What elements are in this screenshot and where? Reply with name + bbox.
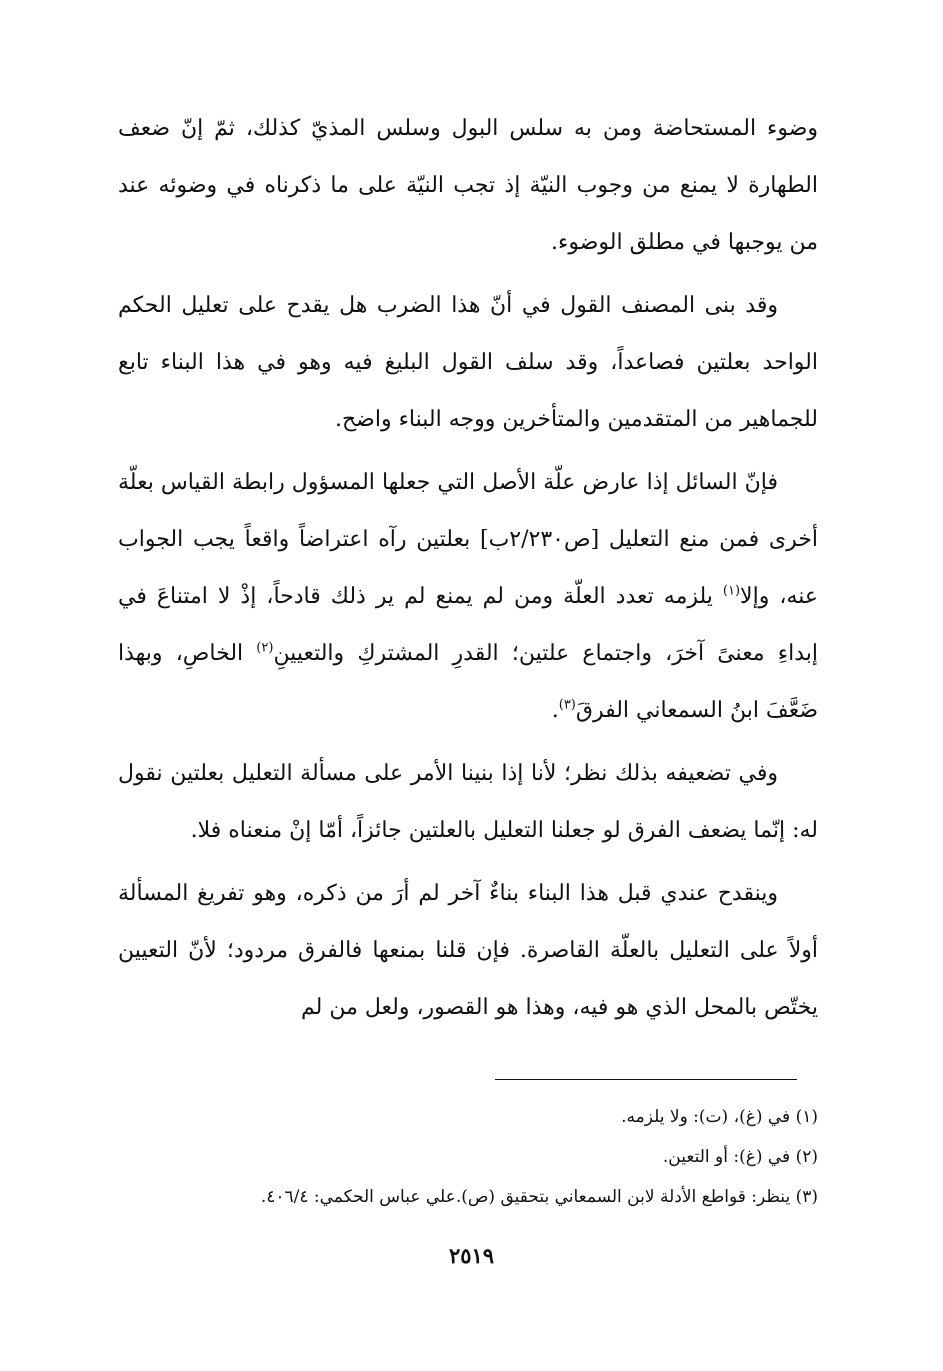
paragraph-text: وقد بنى المصنف القول في أنّ هذا الضرب هل يقدح على تعليل الحكم الواحد بعلتين فصاعداً، وقد سلف القول البليغ فيه وهو في هذا البناء تابع للجماهير من المتقدمين والمتأخرين ووجه البناء واضح.	[118, 293, 818, 432]
footnotes	[118, 1097, 818, 1217]
page-number: ٢٥١٩	[448, 1243, 495, 1268]
footnote: (٣) ينظر: قواطع الأدلة لابن السمعاني بتحقيق (ص).علي عباس الحكمي: ٤٠٦/٤.	[260, 1187, 818, 1207]
paragraph-text: وينقدح عندي قبل هذا البناء بناءٌ آخر لم أرَ من ذكره، وهو تفريغ المسألة أولاً على التعليل بالعلّة القاصرة. فإن قلنا بمنعها فالفرق مردود؛ لأنّ التعيين يختّص بالمحل الذي هو فيه، وهذا هو القصور، ولعل من لم	[118, 881, 818, 1020]
paragraph-text: وفي تضعيفه بذلك نظر؛ لأنا إذا بنينا الأمر على مسألة التعليل بعلتين نقول له: إنّما يضعف الفرق لو جعلنا التعليل بالعلتين جائزاً، أمّا إنْ منعناه فلا.	[118, 761, 818, 843]
paragraph	[118, 865, 818, 1036]
main-text	[118, 100, 818, 1042]
footnote: (٢) في (غ): أو التعين.	[662, 1147, 818, 1167]
paragraph	[118, 745, 818, 859]
paragraph-text: الخاصِ، وبهذا ضَعَّفَ ابنُ السمعاني الفرقَ	[118, 641, 818, 723]
footnote-reference: (٢)	[256, 640, 274, 656]
footnote-reference: (٣)	[558, 697, 576, 713]
paragraph	[118, 277, 818, 448]
paragraph-text: يلزمه تعدد العلّة ومن لم يمنع لم ير ذلك قادحاً، إذْ لا امتناعَ في إبداءِ معنىً آخرَ، واجتماع علتين؛ القدرِ المشتركِ والتعيينِ	[118, 584, 818, 666]
paragraph-text: فإنّ السائل إذا عارض علّة الأصل التي جعلها المسؤول رابطة القياس بعلّة أخرى فمن منع التعليل [ص٢/٢٣٠ب] بعلتين رآه اعتراضاً واقعاً يجب الجواب عنه، وإلا	[118, 470, 818, 609]
paragraph	[118, 454, 818, 739]
footnote-separator	[495, 1079, 797, 1080]
paragraph-text: وضوء المستحاضة ومن به سلس البول وسلس المذيّ كذلك، ثمّ إنّ ضعف الطهارة لا يمنع من وجوب النيّة إذ تجب النيّة على ما ذكرناه في وضوئه عند من يوجبها في مطلق الوضوء.	[118, 116, 818, 255]
footnote: (١) في (غ)، (ت): ولا يلزمه.	[621, 1107, 818, 1127]
paragraph	[118, 100, 818, 271]
paragraph-text: .	[551, 698, 559, 723]
footnote-reference: (١)	[722, 583, 741, 599]
